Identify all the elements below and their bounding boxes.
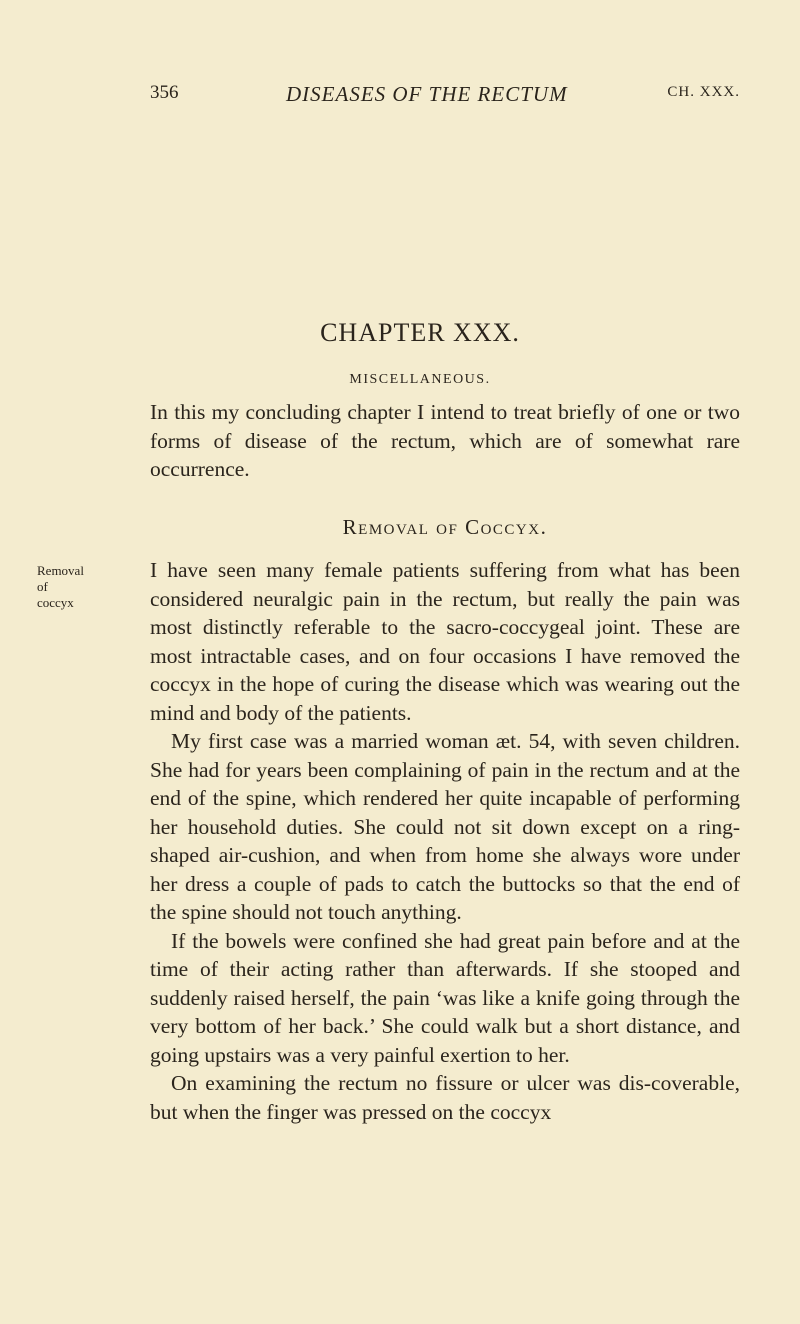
paragraph: My first case was a married woman æt. 54, with seven children. She had for years been complaining of pain in the rectum and at the end of the spine, which rendered her quite incapable of performing her household duties. She could not sit down except on a ring-shaped air-cushion, and when from home she always wore under her dress a couple of pads to catch the buttocks so that the end of the spine should not touch anything.	[150, 729, 740, 924]
intro-paragraph: In this my concluding chapter I intend to treat briefly of one or two forms of disease of the rectum, which are of somewhat rare occurrence.	[150, 400, 740, 481]
chapter-reference: CH. XXX.	[667, 84, 740, 100]
chapter-title: CHAPTER XXX.	[320, 318, 520, 347]
margin-note-line: Removal of	[37, 563, 84, 594]
paragraph: If the bowels were confined she had great pain before and at the time of their acting rather than afterwards. If she stooped and suddenly raised herself, the pain ‘was like a knife going through the very bottom of her back.’ She could walk but a short distance, and going upstairs was a very painful exertion to her.	[150, 928, 740, 1067]
running-title: DISEASES OF THE RECTUM	[286, 82, 568, 106]
margin-note	[37, 563, 97, 611]
paragraph: On examining the rectum no fissure or ulcer was dis-coverable, but when the finger was pressed on the coccyx	[150, 1071, 740, 1124]
page-number: 356	[150, 82, 179, 103]
margin-note-line: coccyx	[37, 595, 74, 610]
body-text	[150, 556, 740, 1126]
running-header	[150, 82, 740, 112]
paragraph: I have seen many female patients suffering from what has been considered neuralgic pain in the rectum, but really the pain was most distinctly referable to the sacro-coccygeal joint. These are most intractable cases, and on four occasions I have removed the coccyx in the hope of curing the disease which was wearing out the mind and body of the patients.	[150, 558, 740, 725]
section-heading: Removal of Coccyx.	[342, 515, 548, 539]
chapter-subtitle: MISCELLANEOUS.	[349, 372, 491, 387]
